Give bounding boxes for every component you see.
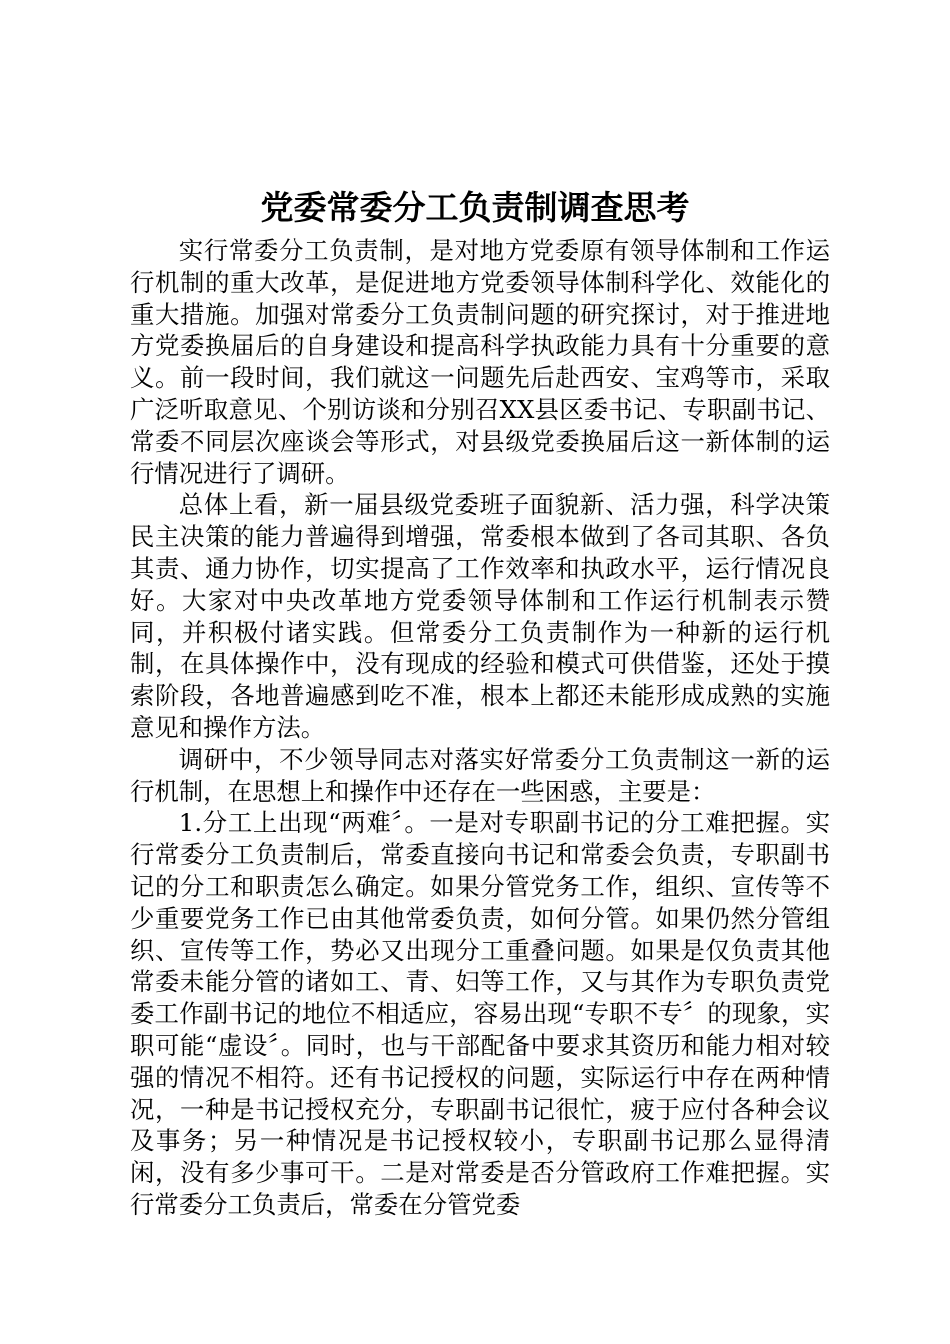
paragraph-concerns: 调研中，不少领导同志对落实好常委分工负责制这一新的运行机制，在思想上和操作中还存在一些困惑，主要是： — [130, 744, 830, 806]
document-title: 党委常委分工负责制调查思考 — [260, 188, 690, 227]
paragraph-point-1: 1.分工上出现“两难〞。一是对专职副书记的分工难把握。实行常委分工负责制后，常委直接向书记和常委会负责，专职副书记的分工和职责怎么确定。如果分管党务工作，组织、宣传等不少重要党务工作已由其他常委负责，如何分管。如果仍然分管组织、宣传等工作，势必又出现分工重叠问题。如果是仅负责其他常委未能分管的诸如工、青、妇等工作，又与其作为专职负责党委工作副书记的地位不相适应，容易出现“专职不专〞的现象，实职可能“虚设〞。同时，也与干部配备中要求其资历和能力相对较强的情况不相符。还有书记授权的问题，实际运行中存在两种情况，一种是书记授权充分，专职副书记很忙，疲于应付各种会议及事务；另一种情况是书记授权较小，专职副书记那么显得清闲，没有多少事可干。二是对常委是否分管政府工作难把握。实行常委分工负责后，常委在分管党委 — [130, 808, 830, 1219]
paragraph-overview: 总体上看，新一届县级党委班子面貌新、活力强，科学决策民主决策的能力普遍得到增强，常委根本做到了各司其职、各负其责、通力协作，切实提高了工作效率和执政水平，运行情况良好。大家对中央改革地方党委领导体制和工作运行机制表示赞同，并积极付诸实践。但常委分工负责制作为一种新的运行机制，在具体操作中，没有现成的经验和模式可供借鉴，还处于摸索阶段，各地普遍感到吃不准，根本上都还未能形成成熟的实施意见和操作方法。 — [130, 490, 830, 742]
document-body — [130, 235, 830, 1221]
paragraph-intro: 实行常委分工负责制，是对地方党委原有领导体制和工作运行机制的重大改革，是促进地方党委领导体制科学化、效能化的重大措施。加强对常委分工负责制问题的研究探讨，对于推进地方党委换届后的自身建设和提高科学执政能力具有十分重要的意义。前一段时间，我们就这一问题先后赴西安、宝鸡等市，采取广泛听取意见、个别访谈和分别召XX县区委书记、专职副书记、常委不同层次座谈会等形式，对县级党委换届后这一新体制的运行情况进行了调研。 — [130, 236, 830, 488]
